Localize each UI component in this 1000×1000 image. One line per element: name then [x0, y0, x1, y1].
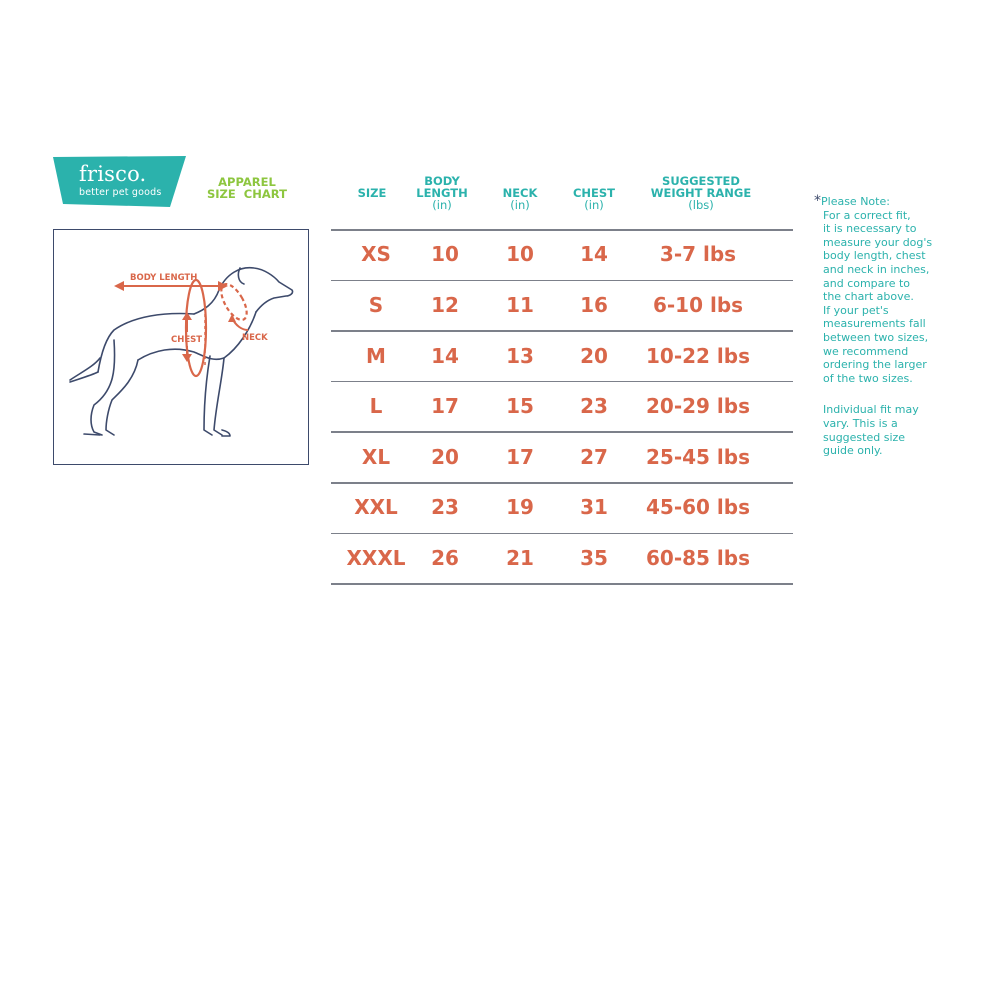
neck-label: NECK — [242, 333, 268, 343]
cell-size: XXXL — [346, 545, 406, 570]
cell-weight-range: 6-10 lbs — [652, 292, 744, 317]
cell-body-length: 26 — [431, 545, 459, 570]
table-rule — [331, 431, 793, 433]
note-line: ordering the larger — [823, 358, 927, 372]
cell-neck: 19 — [506, 495, 534, 520]
cell-neck: 21 — [506, 545, 534, 570]
note-line: it is necessary to — [823, 222, 917, 236]
chest-label: CHEST — [171, 335, 203, 345]
cell-weight-range: 45-60 lbs — [645, 495, 751, 520]
table-rule — [331, 330, 793, 332]
cell-size: M — [366, 343, 386, 368]
cell-body-length: 12 — [431, 292, 459, 317]
note-line: measure your dog's — [823, 235, 933, 249]
header-neck — [503, 175, 538, 211]
cell-size: XS — [361, 242, 391, 267]
logo-tagline: better pet goods — [79, 187, 162, 198]
header-body-length-line1: BODY — [424, 174, 460, 188]
cell-neck: 10 — [506, 242, 534, 267]
note-line: If your pet's — [823, 303, 889, 317]
cell-chest: 14 — [580, 242, 608, 267]
header-weight-unit: (lbs) — [688, 198, 714, 212]
cell-chest: 23 — [580, 394, 608, 419]
cell-body-length: 10 — [431, 242, 459, 267]
cell-neck: 11 — [506, 292, 534, 317]
cell-chest: 16 — [580, 292, 608, 317]
note-line — [814, 195, 994, 209]
cell-weight-range: 3-7 lbs — [659, 242, 737, 267]
fit-note — [814, 195, 994, 458]
cell-weight-range: 10-22 lbs — [645, 343, 751, 368]
note-line: and compare to — [823, 276, 910, 290]
header-neck-unit: (in) — [510, 198, 530, 212]
note-heading: Please Note: — [821, 195, 890, 208]
cell-size: XL — [361, 444, 391, 469]
frisco-logo — [53, 156, 186, 208]
note-line: we recommend — [823, 344, 909, 358]
note-asterisk: * — [814, 193, 821, 209]
cell-body-length: 17 — [431, 394, 459, 419]
header-chest-unit: (in) — [584, 198, 604, 212]
note-line: and neck in inches, — [823, 262, 930, 276]
header-neck-line2: NECK — [502, 186, 538, 200]
table-rule — [331, 229, 793, 231]
cell-chest: 31 — [580, 495, 608, 520]
cell-chest: 35 — [580, 545, 608, 570]
chart-title — [207, 176, 287, 200]
note-line: For a correct fit, — [823, 208, 911, 222]
cell-weight-range: 60-85 lbs — [645, 545, 751, 570]
note-line: the chart above. — [823, 290, 914, 304]
title-line-1: APPAREL — [218, 175, 276, 189]
note-line: of the two sizes. — [823, 371, 913, 385]
cell-weight-range: 25-45 lbs — [645, 444, 751, 469]
note-line: vary. This is a — [823, 416, 898, 430]
note-paragraph-1 — [814, 195, 994, 385]
cell-body-length: 14 — [431, 343, 459, 368]
header-chest-line2: CHEST — [572, 186, 616, 200]
cell-neck: 17 — [506, 444, 534, 469]
cell-body-length: 23 — [431, 495, 459, 520]
note-line: body length, chest — [823, 249, 926, 263]
header-size-line2: SIZE — [357, 186, 387, 200]
table-rule — [331, 381, 793, 383]
body-length-label: BODY LENGTH — [130, 273, 198, 283]
cell-body-length: 20 — [431, 444, 459, 469]
header-body-length — [416, 175, 468, 211]
note-line: guide only. — [823, 444, 883, 458]
table-rule — [331, 583, 793, 585]
header-body-length-line2: LENGTH — [416, 186, 468, 200]
header-weight-range — [651, 175, 751, 211]
cell-size: L — [369, 394, 383, 419]
dog-illustration — [54, 230, 307, 463]
note-line: Individual fit may — [823, 403, 919, 417]
note-line: measurements fall — [823, 317, 926, 331]
note-line: between two sizes, — [823, 330, 929, 344]
cell-weight-range: 20-29 lbs — [645, 394, 751, 419]
note-paragraph-2 — [814, 403, 994, 457]
header-weight-line1: SUGGESTED — [662, 174, 740, 188]
table-rule — [331, 533, 793, 535]
logo-name: frisco. — [79, 162, 147, 186]
title-line-2: SIZE CHART — [207, 187, 287, 201]
header-size — [358, 175, 387, 199]
table-rule — [331, 482, 793, 484]
cell-size: S — [368, 292, 384, 317]
note-line: suggested size — [823, 430, 906, 444]
dog-measurement-diagram — [53, 229, 309, 465]
cell-neck: 15 — [506, 394, 534, 419]
header-weight-line2: WEIGHT RANGE — [650, 186, 752, 200]
cell-neck: 13 — [506, 343, 534, 368]
header-chest — [573, 175, 615, 211]
header-body-length-unit: (in) — [432, 198, 452, 212]
cell-chest: 20 — [580, 343, 608, 368]
cell-size: XXL — [354, 495, 398, 520]
table-rule — [331, 280, 793, 282]
cell-chest: 27 — [580, 444, 608, 469]
